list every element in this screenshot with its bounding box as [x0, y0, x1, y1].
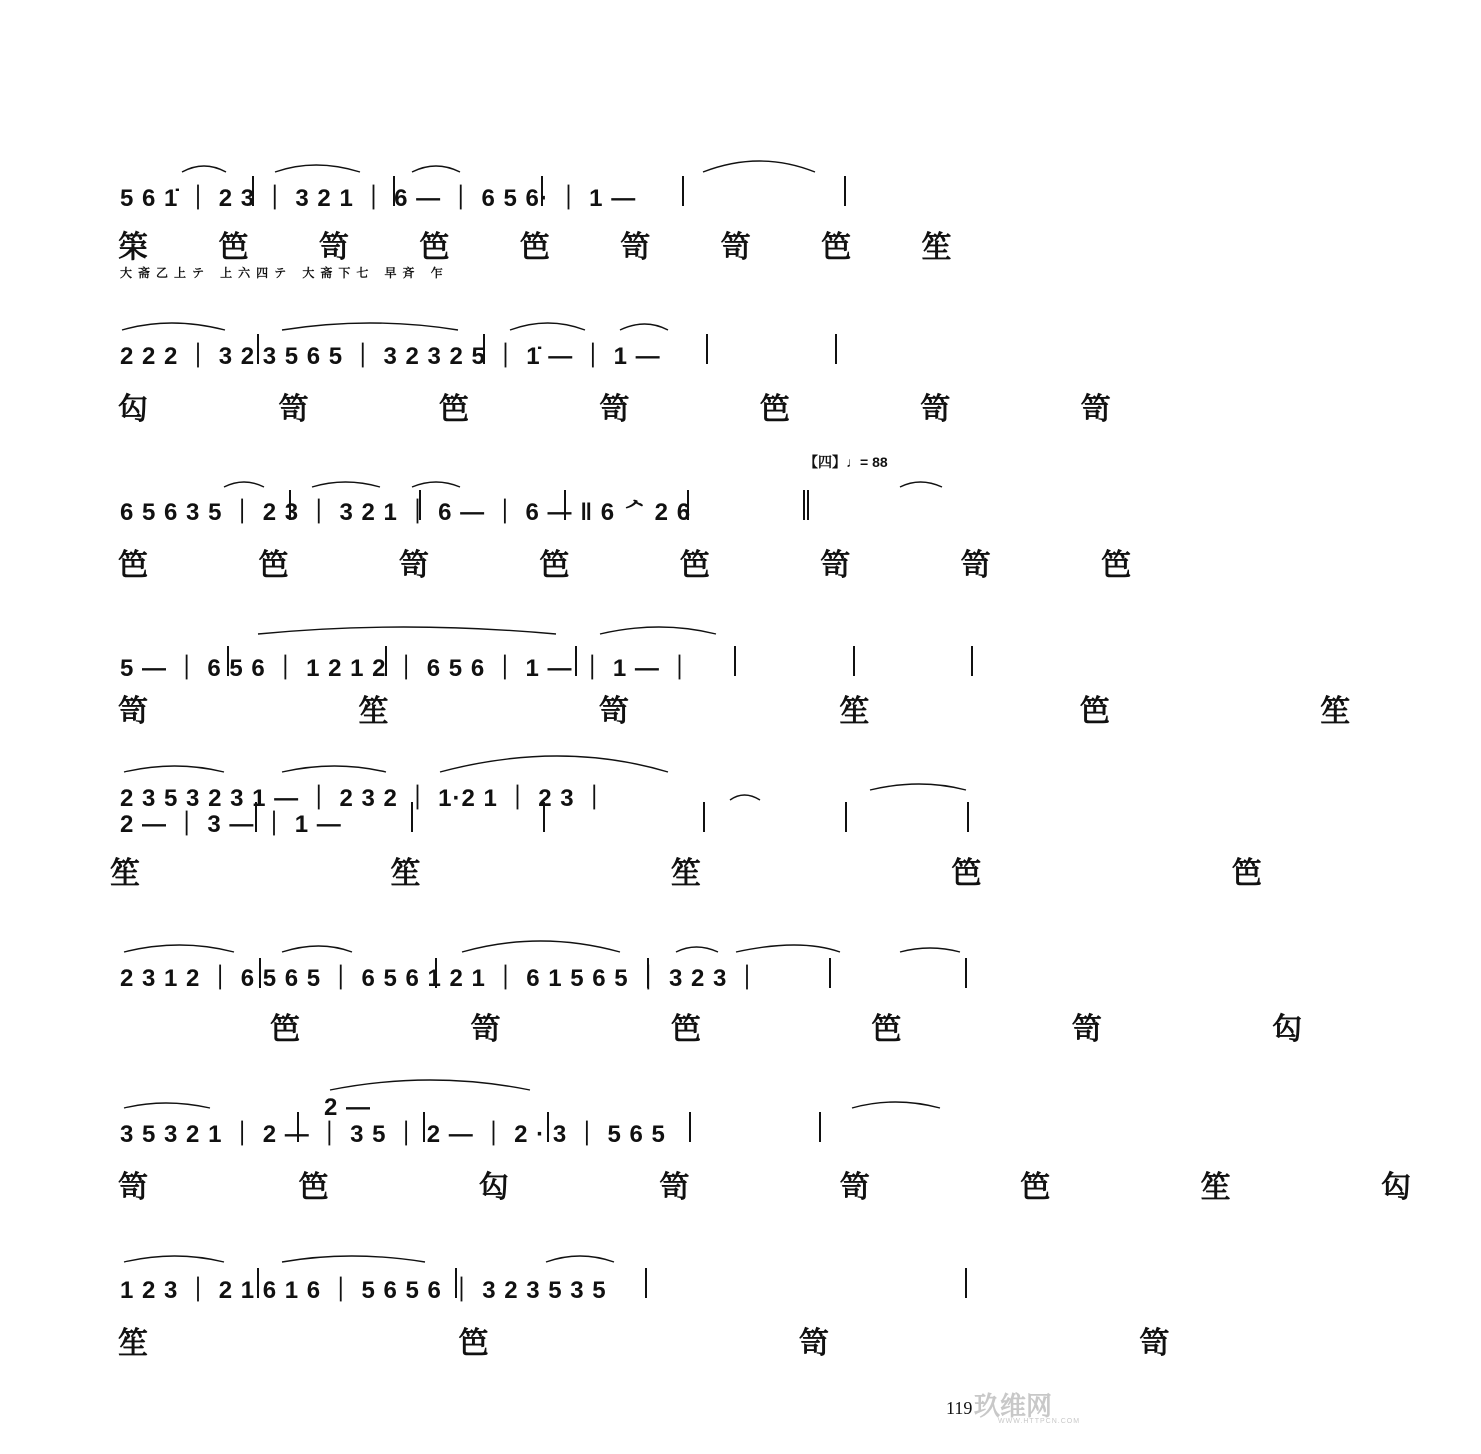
notation-line-6: 2 3 1 2 ｜ 6 5 6 5 ｜ 6 5 6 1 2 1 ｜ 6 1 5 6 5 ｜ 3 2 3 ｜ [120, 965, 761, 992]
gongche-group-1: 大斋乙上テ 上六四テ 大斋下七 早斉 乍 [120, 266, 449, 280]
notation-line-4: 5 — ｜ 6 5 6 ｜ 1 2 1 2 ｜ 6 5 6 ｜ 1 — ｜ 1 — ｜ [120, 655, 693, 682]
watermark-logo: 玖维网 [974, 1391, 1053, 1421]
lyric-line-6: 笆 笥 笆 笆 笥 匃 [270, 1012, 1383, 1047]
page-number: 119 [946, 1398, 973, 1418]
notation-line-3: 6 5 6 3 5 ｜ 2 3 ｜ 3 2 1 ｜ 6 — ｜ 6 — ‖ 6 ᄼ 2 6 [120, 499, 692, 526]
watermark-url: WWW.HTTPCN.COM [998, 1418, 1081, 1425]
section-marker-4: 【四】♩= 88 [804, 454, 888, 470]
lyric-line-2: 匃 笥 笆 笥 笆 笥 笥 [118, 392, 1171, 427]
notation-line-7: 3 5 3 2 1 ｜ 2 — ｜ 3 5 ｜ 2 — ｜ 2 · 3 ｜ 5 6 5 [120, 1121, 666, 1148]
notation-line-1: 5 6 1̇ ｜ 2 3 ｜ 3 2 1 ｜ 6 — ｜ 6 5 6· ｜ 1 — [120, 185, 637, 212]
lyric-line-8: 笙 笆 笥 笥 [118, 1326, 1320, 1361]
notation-line-8: 1 2 3 ｜ 2 1 6 1 6 ｜ 5 6 5 6 ｜ 3 2 3 5 3 5 [120, 1277, 607, 1304]
lyric-line-4: 笥 笙 笥 笙 笆 笙 [118, 694, 1451, 729]
notation-line-5-lower: 2 — ｜ 3 — ｜ 1 — [120, 811, 342, 838]
lyric-line-5: 笙 笙 笙 笆 笆 [110, 856, 1382, 891]
lyric-line-3: 笆 笆 笥 笆 笆 笥 笥 笆 [118, 548, 1182, 583]
notation-line-5: 2 3 5 3 2 3 1 — ｜ 2 3 2 ｜ 1·2 1 ｜ 2 3 ｜ [120, 785, 608, 812]
notation-line-7-top: 2 — [324, 1094, 372, 1121]
lyric-line-7: 笥 笆 匃 笥 笥 笆 笙 匃 [118, 1170, 1481, 1205]
lyric-line-1: 筞 笆 笥 笆 笆 笥 笥 笆 笙 [118, 230, 982, 265]
notation-line-2: 2 2 2 ｜ 3 2 3 5 6 5 ｜ 3 2 3 2 5 ｜ 1̇ — ｜ 1 — [120, 343, 661, 370]
